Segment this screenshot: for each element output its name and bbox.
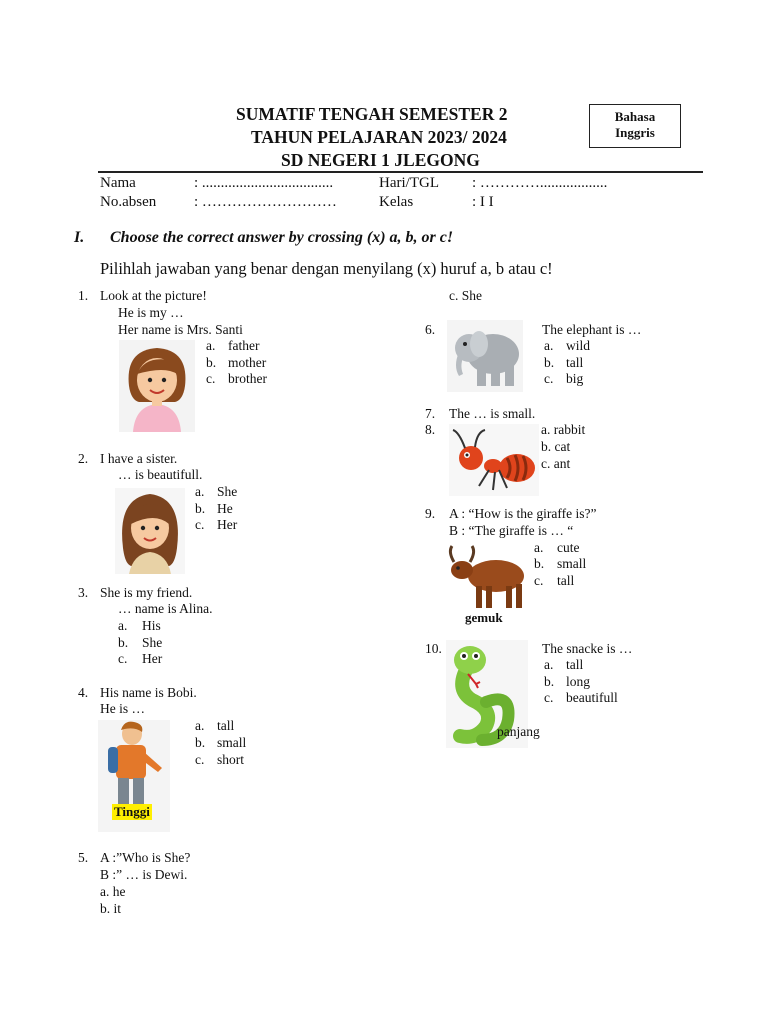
q2-line-1: I have a sister. <box>100 451 178 466</box>
hari-label: Hari/TGL <box>379 175 439 191</box>
q10-option-c-letter: c. <box>544 690 554 705</box>
q5-line-2: B :” … is Dewi. <box>100 867 188 882</box>
q6-line-1: The elephant is … <box>542 322 642 337</box>
q9-option-c-letter: c. <box>534 573 544 588</box>
q1-line-1: Look at the picture! <box>100 288 207 303</box>
q2-option-a-letter: a. <box>195 484 205 499</box>
q6-option-b-letter: b. <box>544 355 555 370</box>
q7-number: 7. <box>425 406 436 421</box>
q4-number: 4. <box>78 685 89 700</box>
q2-option-c-letter: c. <box>195 517 205 532</box>
q2-number: 2. <box>78 451 89 466</box>
q10-number: 10. <box>425 641 442 656</box>
q9-line-2: B : “The giraffe is … “ <box>449 523 574 538</box>
section-title: Choose the correct answer by crossing (x) a, b, or c! <box>110 229 454 246</box>
q3-number: 3. <box>78 585 89 600</box>
q5-option-a[interactable]: a. he <box>100 884 126 899</box>
q9-line-1: A : “How is the giraffe is?” <box>449 506 597 521</box>
q1-line-3: Her name is Mrs. Santi <box>118 322 243 337</box>
q6-number: 6. <box>425 322 436 337</box>
ant-picture <box>449 424 539 496</box>
kelas-label: Kelas <box>379 194 414 210</box>
subject-badge <box>589 104 681 148</box>
q2-option-c[interactable]: Her <box>217 517 238 532</box>
q9-option-c[interactable]: tall <box>557 573 575 588</box>
title-line-2: TAHUN PELAJARAN 2023/ 2024 <box>251 127 507 147</box>
q4-option-c-letter: c. <box>195 752 205 767</box>
q9-number: 9. <box>425 506 436 521</box>
q10-option-b[interactable]: long <box>566 674 591 689</box>
q6-option-c[interactable]: big <box>566 371 584 386</box>
q2-option-a[interactable]: She <box>217 484 238 499</box>
title-line-1: SUMATIF TENGAH SEMESTER 2 <box>236 104 508 124</box>
title-line-3: SD NEGERI 1 JLEGONG <box>281 150 480 170</box>
q1-option-b-letter: b. <box>206 355 217 370</box>
q4-option-b-letter: b. <box>195 735 206 750</box>
q7-line-1: The … is small. <box>449 406 536 421</box>
kelas-field[interactable]: : I I <box>472 194 494 210</box>
buffalo-picture <box>446 542 532 614</box>
q1-option-c[interactable]: brother <box>228 371 267 386</box>
q2-option-b-letter: b. <box>195 501 206 516</box>
header-divider <box>98 171 703 173</box>
hari-field[interactable]: : ………….................. <box>472 175 608 191</box>
q9-option-a-letter: a. <box>534 540 544 555</box>
q6-option-c-letter: c. <box>544 371 554 386</box>
nama-field[interactable]: : ................................... <box>194 175 334 191</box>
q4-option-a[interactable]: tall <box>217 718 235 733</box>
q2-option-b[interactable]: He <box>217 501 233 516</box>
q5-option-c[interactable]: c. She <box>449 288 482 303</box>
q5-line-1: A :”Who is She? <box>100 850 191 865</box>
q4-picture-label: Tinggi <box>114 804 150 819</box>
q1-option-b[interactable]: mother <box>228 355 267 370</box>
q1-option-a-letter: a. <box>206 338 216 353</box>
badge-line-2: Inggris <box>615 125 655 140</box>
q8-option-b[interactable]: b. cat <box>541 439 571 454</box>
q4-option-c[interactable]: short <box>217 752 244 767</box>
q4-option-b[interactable]: small <box>217 735 247 750</box>
q10-option-a[interactable]: tall <box>566 657 584 672</box>
q10-picture-label: panjang <box>497 724 540 739</box>
q4-line-2: He is … <box>100 701 145 716</box>
mother-picture <box>119 340 195 432</box>
q3-option-b[interactable]: She <box>142 635 163 650</box>
q3-option-a[interactable]: His <box>142 618 161 633</box>
q9-option-b-letter: b. <box>534 556 545 571</box>
q8-option-c[interactable]: c. ant <box>541 456 571 471</box>
q4-line-1: His name is Bobi. <box>100 685 197 700</box>
absen-field[interactable]: : ……………………… <box>194 194 337 210</box>
q3-option-c[interactable]: Her <box>142 651 163 666</box>
q10-option-a-letter: a. <box>544 657 554 672</box>
section-numeral: I. <box>74 229 85 246</box>
q3-line-2: … name is Alina. <box>118 601 213 616</box>
sister-picture <box>115 488 185 574</box>
q10-option-c[interactable]: beautifull <box>566 690 618 705</box>
q10-option-b-letter: b. <box>544 674 555 689</box>
q2-line-2: … is beautifull. <box>118 467 203 482</box>
q3-option-a-letter: a. <box>118 618 128 633</box>
q9-option-b[interactable]: small <box>557 556 587 571</box>
q9-option-a[interactable]: cute <box>557 540 580 555</box>
q5-option-b[interactable]: b. it <box>100 901 122 916</box>
q3-line-1: She is my friend. <box>100 585 193 600</box>
q8-option-a[interactable]: a. rabbit <box>541 422 586 437</box>
q3-option-c-letter: c. <box>118 651 128 666</box>
q6-option-a-letter: a. <box>544 338 554 353</box>
section-subtitle: Pilihlah jawaban yang benar dengan menyilang (x) huruf a, b atau c! <box>100 259 553 278</box>
q5-number: 5. <box>78 850 89 865</box>
q9-picture-label: gemuk <box>465 610 503 625</box>
elephant-picture <box>447 320 523 392</box>
q1-option-c-letter: c. <box>206 371 216 386</box>
q1-number: 1. <box>78 288 89 303</box>
q3-option-b-letter: b. <box>118 635 129 650</box>
q6-option-a[interactable]: wild <box>566 338 591 353</box>
badge-line-1: Bahasa <box>614 109 656 124</box>
q10-line-1: The snacke is … <box>542 641 633 656</box>
q4-option-a-letter: a. <box>195 718 205 733</box>
q6-option-b[interactable]: tall <box>566 355 584 370</box>
q8-number: 8. <box>425 422 436 437</box>
q1-option-a[interactable]: father <box>228 338 260 353</box>
nama-label: Nama <box>100 175 136 191</box>
q1-line-2: He is my … <box>118 305 184 320</box>
absen-label: No.absen <box>100 194 157 210</box>
